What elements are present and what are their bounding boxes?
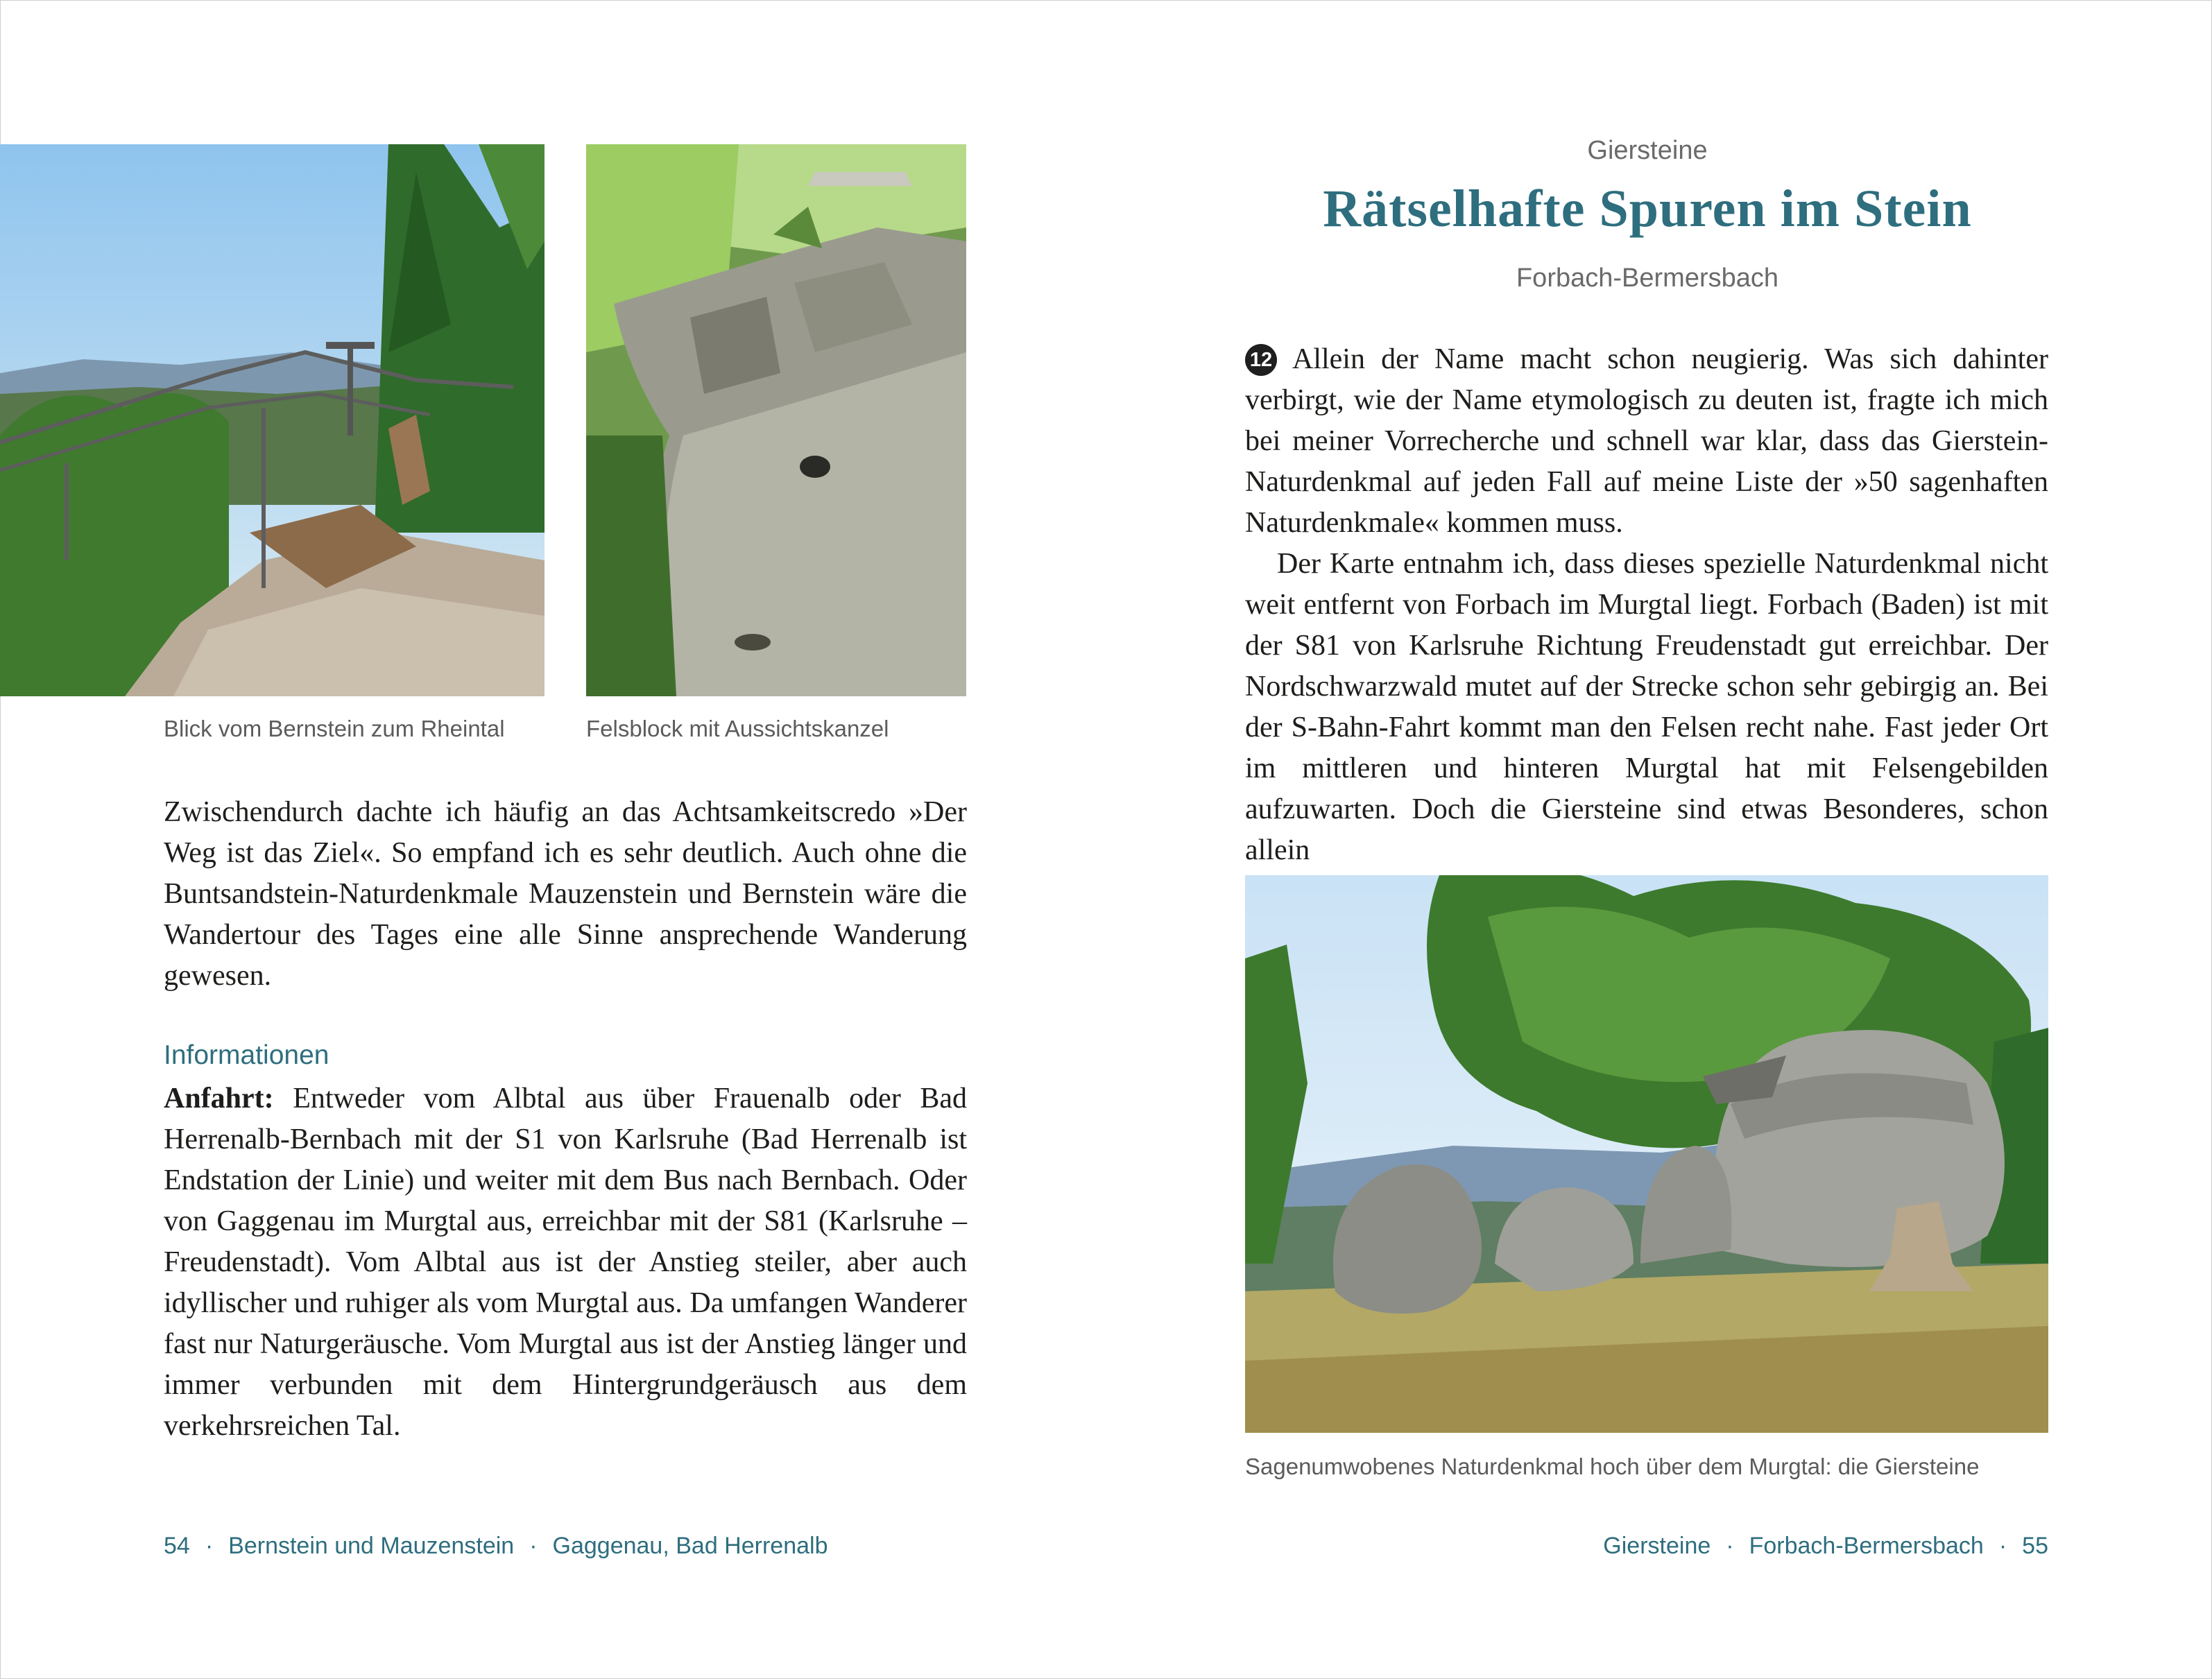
location-number-badge: 12 bbox=[1245, 344, 1277, 376]
caption-giersteine: Sagenumwobenes Naturdenkmal hoch über dem Murgtal: die Giersteine bbox=[1245, 1454, 1980, 1479]
right-body-text bbox=[1245, 339, 2048, 871]
paragraph-2: Der Karte entnahm ich, dass dieses spezielle Naturdenkmal nicht weit entfernt von Forbach im Murgtal liegt. Forbach (Baden) ist mit der S81 von Karlsruhe Richtung Freudenstadt gut erreichbar. Der Nordschwarzwald mutet auf der Strecke schon sehr gebirgig an. Bei der S-Bahn-Fahrt kommt man den Felsen recht nahe. Fast jeder Ort im mittleren und hinteren Murgtal hat mit Felsengebilden aufzuwarten. Doch die Giersteine sind etwas Besonderes, schon allein bbox=[1245, 548, 2048, 866]
paragraph-text: Zwischendurch dachte ich häufig an das Achtsamkeitscredo »Der Weg ist das Ziel«. So empfand ich es sehr deutlich. Auch ohne die Buntsandstein-Naturdenkmale Mauzenstein und Bernstein wäre die Wandertour des Tages eine alle Sinne ansprechende Wanderung gewesen. bbox=[164, 796, 967, 992]
footer-location: Gaggenau, Bad Herrenalb bbox=[552, 1533, 828, 1559]
chapter-kicker: Giersteine bbox=[1587, 136, 1708, 165]
caption-rock-block: Felsblock mit Aussichtskanzel bbox=[586, 716, 889, 741]
right-footer: Giersteine · Forbach-Bermersbach · 55 bbox=[1603, 1533, 2048, 1559]
caption-bernstein-view: Blick vom Bernstein zum Rheintal bbox=[164, 716, 505, 741]
footer-chapter: Bernstein und Mauzenstein bbox=[228, 1533, 515, 1559]
footer-location: Forbach-Bermersbach bbox=[1749, 1533, 1984, 1559]
info-block bbox=[164, 1078, 967, 1447]
left-body-paragraph bbox=[164, 792, 967, 997]
info-label: Anfahrt: bbox=[164, 1083, 274, 1114]
paragraph-1: Allein der Name macht schon neugierig. Was sich dahinter verbirgt, wie der Name etymologisch zu deuten ist, fragte ich mich bei meiner Vorrecherche und schnell war klar, dass das Gierstein-Naturdenkmal auf jeden Fall auf meine Liste der »50 sagenhaften Naturdenkmale« kommen muss. bbox=[1245, 343, 2048, 539]
photo-bernstein-view bbox=[0, 144, 545, 696]
photo-rock-block bbox=[586, 144, 966, 696]
info-heading: Informationen bbox=[164, 1040, 329, 1070]
footer-chapter: Giersteine bbox=[1603, 1533, 1711, 1559]
page-title: Rätselhafte Spuren im Stein bbox=[1323, 180, 1972, 238]
footer-page-number: 55 bbox=[2022, 1533, 2048, 1559]
photo-giersteine bbox=[1245, 875, 2048, 1433]
chapter-subtitle: Forbach-Bermersbach bbox=[1516, 264, 1779, 293]
left-footer: 54 · Bernstein und Mauzenstein · Gaggenau, Bad Herrenalb bbox=[164, 1533, 828, 1559]
info-text: Entweder vom Albtal aus über Frauenalb oder Bad Herrenalb-Bernbach mit der S1 von Karlsruhe (Bad Herrenalb ist Endstation der Linie) und weiter mit dem Bus nach Bernbach. Oder von Gaggenau im Murgtal aus, erreichbar mit der S81 (Karlsruhe – Freudenstadt). Vom Albtal aus ist der Anstieg steiler, aber auch idyllischer und ruhiger als vom Murgtal aus. Da umfangen Wanderer fast nur Naturgeräusche. Vom Murgtal aus ist der Anstieg länger und immer verbunden mit dem Hintergrundgeräusch aus dem verkehrsreichen Tal. bbox=[164, 1083, 967, 1442]
footer-page-number: 54 bbox=[164, 1533, 190, 1559]
